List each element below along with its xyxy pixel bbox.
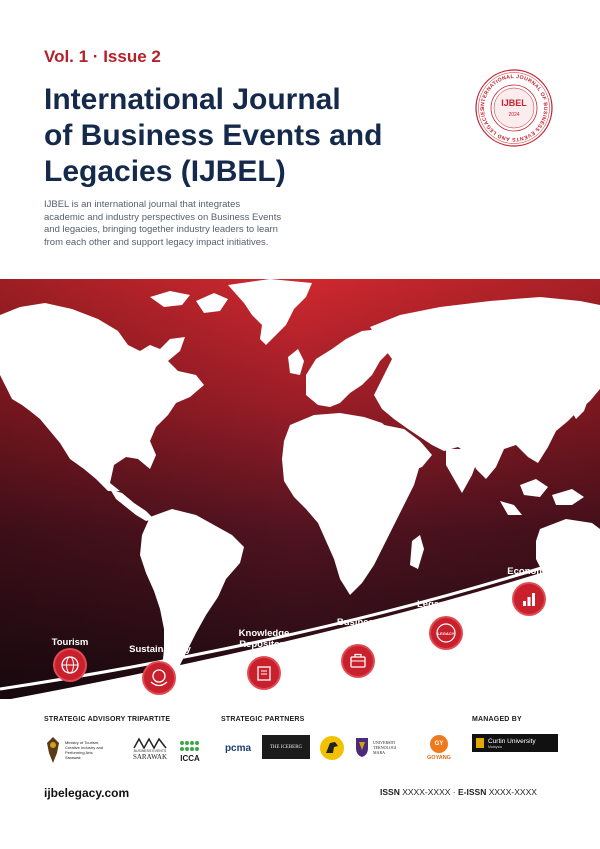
bes-sarawak-text: SARAWAK	[132, 753, 168, 761]
horse-partner-logo	[317, 733, 347, 763]
iceberg-text: THE ICEBERG	[269, 744, 303, 750]
horse-emblem-icon	[319, 735, 345, 761]
curtin-sub: Malaysia	[488, 744, 502, 749]
pillar-label-line: Legacy Impact	[417, 599, 483, 610]
pillar-label-line: Knowledge	[238, 628, 290, 639]
description-line: IJBEL is an international journal that integrates	[44, 199, 241, 210]
uitm-logo	[354, 731, 420, 763]
business-events-sarawak-logo	[128, 734, 172, 764]
uitm-name-line: MARA	[373, 749, 386, 755]
description-line: academic and industry perspectives on Business Events	[44, 211, 282, 223]
pcma-text: pcma	[224, 742, 252, 754]
pillar-label-line: Business	[336, 617, 380, 628]
journal-description	[44, 199, 344, 249]
managed-by-heading: MANAGED BY	[472, 716, 522, 723]
issn-label: ISSN	[380, 787, 400, 797]
ministry-name-line: Ministry of Tourism,	[65, 740, 100, 745]
issn-value: XXXX-XXXX	[402, 787, 451, 797]
book-icon	[249, 658, 279, 688]
journal-seal-logo	[474, 68, 554, 148]
journal-title	[44, 82, 444, 190]
description-line: from each other and support legacy impact initiatives.	[44, 236, 269, 248]
pillar-economic-label	[495, 566, 565, 577]
advisory-heading: STRATEGIC ADVISORY TRIPARTITE	[44, 716, 171, 723]
icca-logo	[176, 734, 204, 766]
ministry-name-line: Performing Arts	[65, 750, 93, 755]
pillar-business-events-label	[328, 617, 388, 639]
icca-dots-icon	[179, 738, 201, 754]
legacy-badge-icon	[431, 618, 461, 648]
website-link[interactable]: ijbelegacy.com	[44, 786, 130, 800]
eissn-value: XXXX-XXXX	[488, 787, 537, 797]
seal-year: 2024	[508, 112, 520, 118]
tribal-motif-icon	[133, 737, 167, 749]
ministry-name-line: Creative Industry and	[65, 745, 104, 750]
uitm-name-line: TEKNOLOGI	[373, 744, 397, 750]
curtin-logo	[472, 734, 558, 752]
uitm-crest-icon	[354, 736, 370, 758]
goyang-logo	[424, 731, 454, 765]
goyang-text: GOYANG	[427, 755, 451, 761]
pillar-label-line: Economic	[507, 566, 553, 577]
pillar-label-line: Sustainability	[129, 644, 191, 655]
title-line: Legacies (IJBEL)	[44, 155, 286, 188]
pillar-sustainability-label	[120, 644, 200, 655]
iceberg-logo	[262, 735, 310, 759]
icca-text: ICCA	[180, 753, 200, 763]
briefcase-icon	[343, 646, 373, 676]
issue-number: Vol. 1 · Issue 2	[44, 47, 161, 66]
earth-hands-icon	[144, 663, 174, 693]
pillar-tourism-label	[40, 637, 100, 648]
title-line: of Business Events and	[44, 119, 383, 152]
curtin-name: Curtin University	[488, 737, 536, 745]
legacy-badge-text: LEGACY	[437, 631, 455, 636]
goyang-mark-icon: GY	[430, 735, 448, 753]
pillar-label-line: Tourism	[51, 637, 89, 648]
globe-icon	[55, 650, 85, 680]
seal-ring-text: INTERNATIONAL JOURNAL OF BUSINESS EVENTS AND LEGACIES	[479, 73, 549, 143]
ministry-logo	[44, 730, 124, 770]
pillar-legacy-impact-label	[400, 599, 500, 610]
title-line: International Journal	[44, 83, 341, 116]
issn-info	[380, 787, 537, 797]
bes-small-text: BUSINESS EVENTS	[133, 749, 167, 753]
pillar-knowledge-label	[228, 628, 300, 650]
ministry-name-line: Sarawak	[65, 755, 81, 760]
australia-shape	[536, 519, 600, 591]
sarawak-crest-icon	[44, 735, 62, 765]
hero-world-map	[0, 279, 600, 699]
pillar-label-line: Repository	[239, 639, 289, 650]
uitm-name-line: UNIVERSITI	[373, 739, 396, 745]
issn-separator: ·	[452, 787, 456, 797]
curtin-crest-icon	[476, 738, 484, 748]
partners-heading: STRATEGIC PARTNERS	[221, 716, 305, 723]
description-line: and legacies, bringing together industry leaders to learn	[44, 224, 278, 235]
eissn-label: E-ISSN	[458, 787, 487, 797]
growth-chart-icon	[514, 584, 544, 614]
seal-center-text: IJBEL	[501, 98, 527, 108]
pcma-logo	[220, 736, 256, 760]
pillar-label-line: Events	[342, 628, 374, 639]
